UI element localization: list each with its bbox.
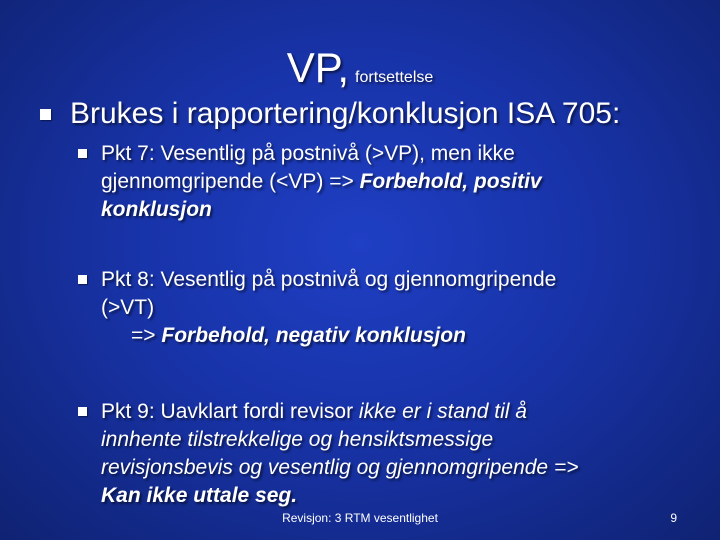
emphasis-run: Kan ikke uttale seg.	[101, 484, 298, 507]
main-bullet-text: Brukes i rapportering/konklusjon ISA 705:	[70, 97, 621, 130]
square-bullet-icon	[40, 109, 51, 120]
text-line	[101, 398, 578, 426]
title-main: VP,	[286, 44, 350, 91]
text-line	[101, 196, 542, 224]
text-line	[101, 426, 578, 454]
text-line	[101, 266, 556, 294]
emphasis-run: Forbehold, positiv	[359, 170, 542, 193]
text-run: gjennomgripende (<VP) =>	[101, 170, 360, 193]
sub-bullet-pkt7	[78, 140, 678, 224]
text-run: (>VT)	[101, 296, 155, 319]
emphasis-run: Forbehold, negativ konklusjon	[161, 324, 466, 347]
square-bullet-icon	[78, 407, 87, 416]
sub-bullet-text	[101, 398, 578, 510]
main-bullet	[40, 96, 700, 132]
emphasis-run: ikke er i stand til å	[358, 400, 527, 423]
text-run: Pkt 7: Vesentlig på postnivå (>VP), men ikke	[101, 142, 515, 165]
text-run: Pkt 9: Uavklart fordi revisor	[101, 400, 359, 423]
sub-bullet-text	[101, 266, 556, 350]
square-bullet-icon	[78, 275, 87, 284]
slide-title	[0, 44, 720, 92]
emphasis-run: innhente tilstrekkelige og hensiktsmessige	[101, 428, 494, 451]
sub-bullet-pkt9	[78, 398, 678, 510]
text-line	[101, 482, 578, 510]
sub-bullet-text	[101, 140, 542, 224]
text-line	[101, 322, 556, 350]
square-bullet-icon	[78, 149, 87, 158]
page-number: 9	[670, 511, 677, 525]
emphasis-run: konklusjon	[101, 198, 212, 221]
text-line	[101, 454, 578, 482]
title-sub: fortsettelse	[355, 69, 434, 86]
sub-bullet-pkt8	[78, 266, 678, 350]
text-line	[101, 168, 542, 196]
text-run: =>	[131, 324, 162, 347]
emphasis-run: revisjonsbevis og vesentlig og gjennomgripende =>	[101, 456, 579, 479]
text-line	[101, 294, 556, 322]
text-line	[101, 140, 542, 168]
footer-text: Revisjon: 3 RTM vesentlighet	[282, 511, 438, 525]
text-run: Pkt 8: Vesentlig på postnivå og gjennomgripende	[101, 268, 557, 291]
